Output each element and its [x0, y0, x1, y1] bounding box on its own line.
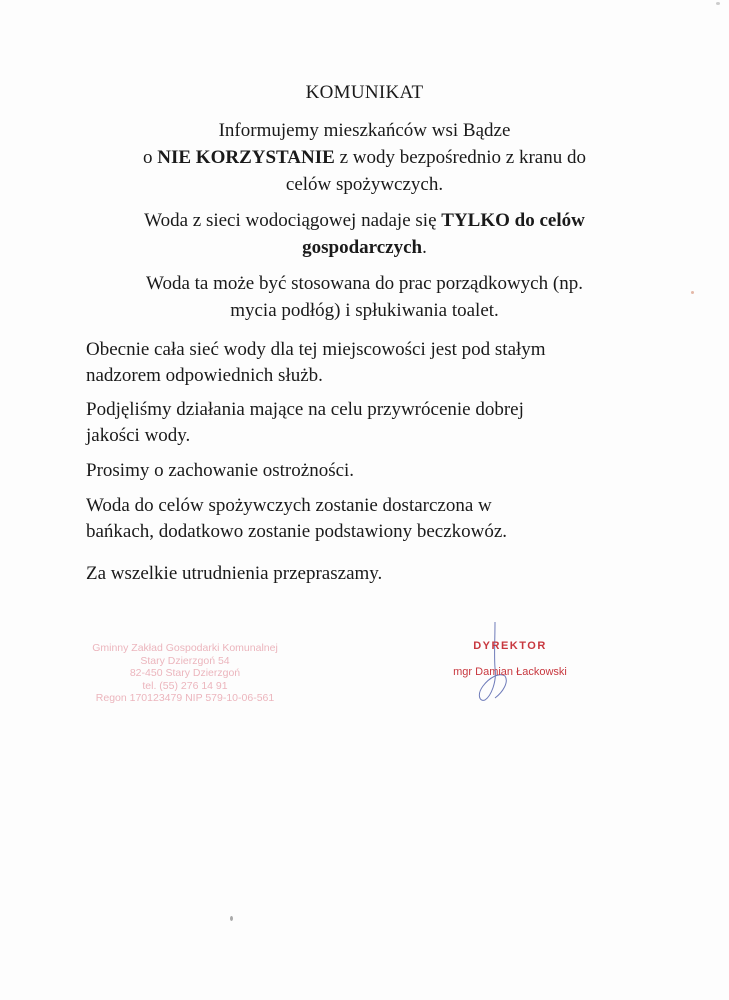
announcement-line-1: Informujemy mieszkańców wsi Bądze [218, 120, 511, 141]
director-name: mgr Damian Łackowski [453, 666, 567, 678]
network-use-post: . [422, 237, 427, 258]
paragraph-allowed-use [70, 270, 659, 324]
paragraph-supervision [86, 337, 646, 389]
document-title: KOMUNIKAT [305, 82, 424, 103]
announcement-line-3: celów spożywczych. [285, 174, 444, 195]
director-title: DYREKTOR [473, 640, 547, 652]
supervision-line-2: nadzorem odpowiednich służb. [86, 365, 323, 386]
stamp-line-1: Gminny Zakład Gospodarki Komunalnej [92, 642, 278, 654]
paragraph-announcement [70, 117, 659, 198]
stamp-line-2: Stary Dzierzgoń 54 [140, 654, 230, 667]
paper-speck [230, 916, 233, 921]
announcement-line-2-pre: o [143, 147, 158, 168]
allowed-use-line-2: mycia podłóg) i spłukiwania toalet. [230, 300, 499, 321]
allowed-use-line-1: Woda ta może być stosowana do prac porządkowych (np. [146, 273, 583, 294]
announcement-line-2 [70, 144, 659, 171]
paragraph-actions [86, 397, 646, 449]
paragraph-network-use [70, 207, 659, 261]
paper-speck [691, 291, 694, 294]
supervision-line-1: Obecnie cała sieć wody dla tej miejscowości jest pod stałym [86, 339, 546, 360]
delivery-line-2: bańkach, dodatkowo zostanie podstawiony beczkowóz. [86, 521, 508, 542]
stamp-line-4: tel. (55) 276 14 91 [142, 679, 228, 692]
announcement-line-2-post: z wody bezpośrednio z kranu do [334, 147, 586, 168]
actions-line-1: Podjęliśmy działania mające na celu przywrócenie dobrej [86, 399, 524, 420]
network-use-pre: Woda z sieci wodociągowej nadaje się [144, 210, 442, 231]
company-stamp [80, 642, 290, 705]
network-use-bold-1: TYLKO do celów [441, 210, 585, 231]
paragraph-apology: Za wszelkie utrudnienia przepraszamy. [86, 563, 383, 584]
stamp-line-3: 82-450 Stary Dzierzgoń [129, 667, 241, 679]
paragraph-delivery [86, 493, 646, 545]
network-use-line-2 [70, 234, 659, 261]
announcement-warning-bold: NIE KORZYSTANIE [157, 147, 335, 168]
signature-block [430, 640, 590, 678]
paper-speck [716, 2, 720, 5]
paragraph-caution: Prosimy o zachowanie ostrożności. [86, 460, 355, 481]
delivery-line-1: Woda do celów spożywczych zostanie dostarczona w [86, 495, 492, 516]
network-use-bold-2: gospodarczych [302, 237, 423, 258]
actions-line-2: jakości wody. [86, 425, 191, 446]
stamp-line-5: Regon 170123479 NIP 579-10-06-561 [95, 692, 275, 704]
network-use-line-1 [70, 207, 659, 234]
